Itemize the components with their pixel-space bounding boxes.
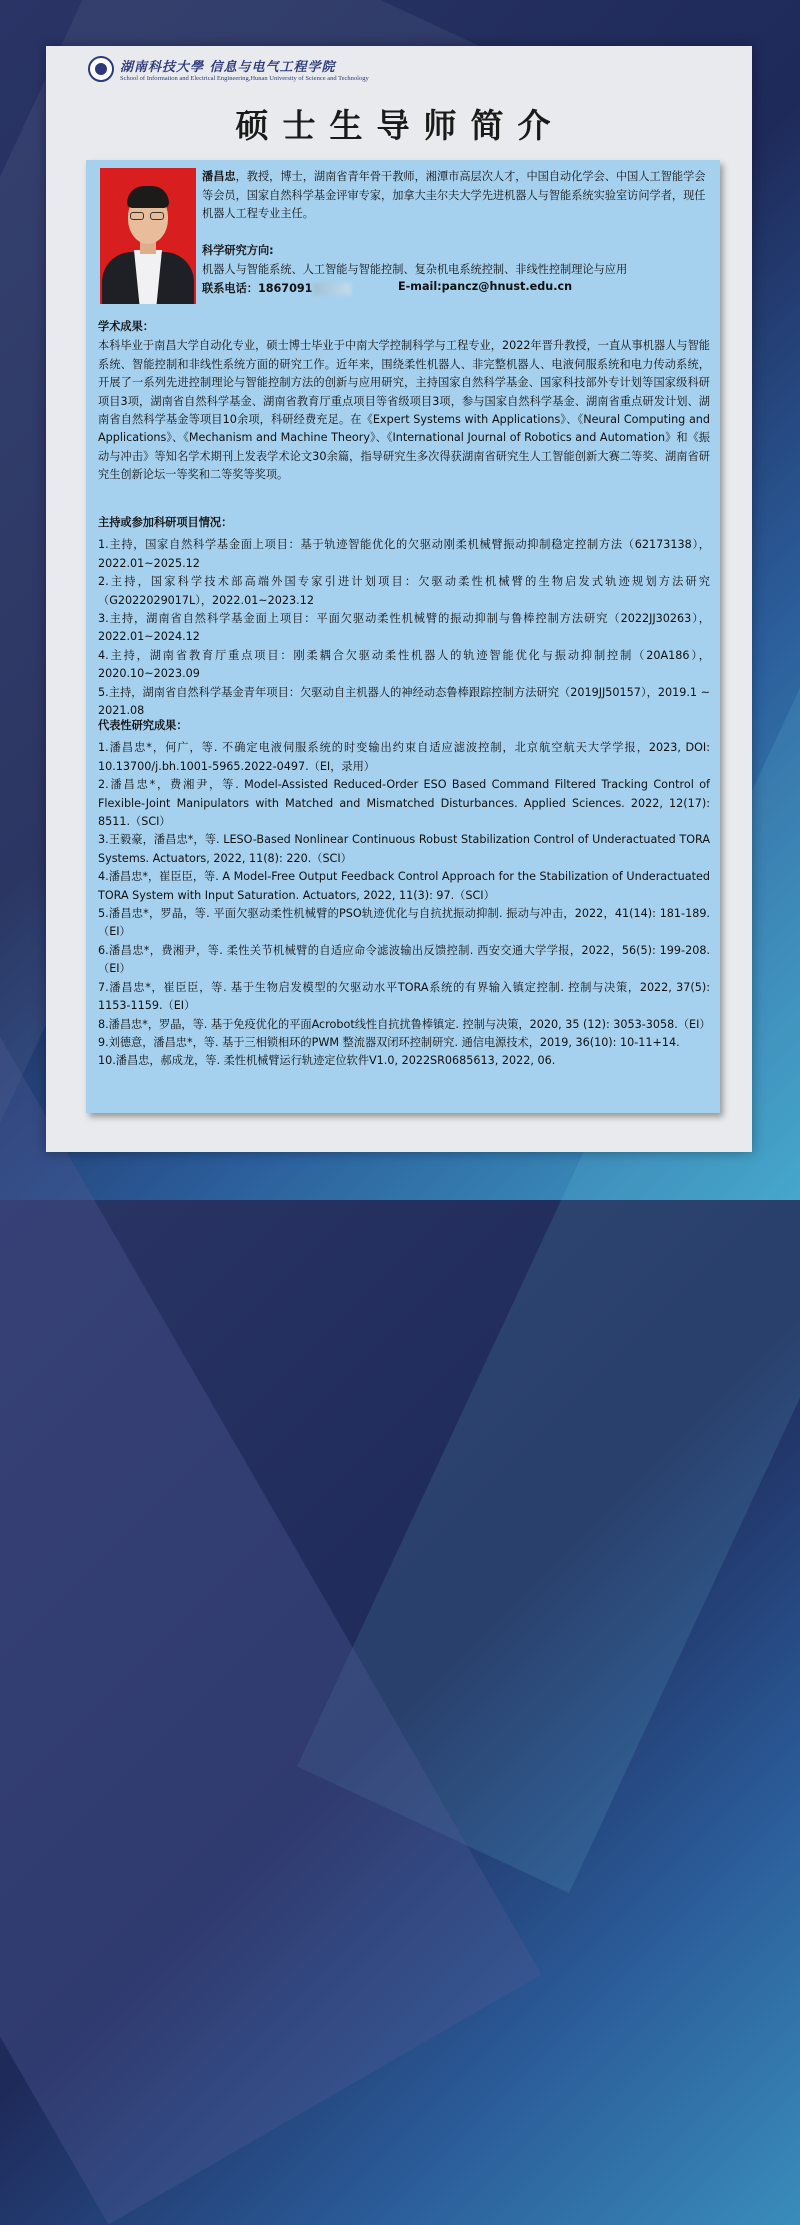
contact-line — [202, 280, 712, 296]
project-item: 5.主持，湖南省自然科学基金青年项目：欠驱动自主机器人的神经动态鲁棒跟踪控制方法研究（2019JJ50157），2019.1 ~ 2021.08 — [98, 685, 710, 718]
project-item: 4.主持，湖南省教育厅重点项目：刚柔耦合欠驱动柔性机器人的轨迹智能优化与振动抑制控制（20A186），2020.10~2023.09 — [98, 648, 710, 681]
project-item: 3.主持，湖南省自然科学基金面上项目：平面欠驱动柔性机械臂的振动抑制与鲁棒控制方法研究（2022JJ30263），2022.01~2024.12 — [98, 612, 710, 644]
publication-item: 7.潘昌忠*，崔臣臣，等. 基于生物启发模型的欠驱动水平TORA系统的有界输入镇定控制. 控制与决策，2022, 37(5): 1153-1159.（EI） — [98, 980, 710, 1013]
phone-label: 联系电话： — [202, 282, 258, 295]
university-logo-icon — [88, 56, 114, 82]
redacted-phone-blur — [313, 283, 351, 295]
email-address: E-mail:pancz@hnust.edu.cn — [398, 280, 573, 293]
project-item: 2.主持，国家科学技术部高端外国专家引进计划项目：欠驱动柔性机械臂的生物启发式轨迹规划方法研究（G2022029017L），2022.01~2023.12 — [98, 575, 710, 607]
profile-intro — [202, 168, 710, 224]
projects-section — [98, 514, 710, 720]
publication-item: 10.潘昌忠，郝成龙，等. 柔性机械臂运行轨迹定位软件V1.0, 2022SR0685613, 2022, 06. — [98, 1054, 556, 1068]
publication-item: 1.潘昌忠*，何广，等. 不确定电液伺服系统的时变输出约束自适应滤波控制，北京航空航天大学学报，2023, DOI: 10.13700/j.bh.1001-5965.2022-0497.（EI，录用） — [98, 741, 710, 773]
research-label: 科学研究方向: — [202, 244, 274, 257]
project-item: 1.主持，国家自然科学基金面上项目：基于轨迹智能优化的欠驱动刚柔机械臂振动抑制稳定控制方法（62173138），2022.01~2025.12 — [98, 538, 710, 570]
profile-name: 潘昌忠 — [202, 170, 236, 183]
publication-item: 9.刘德意，潘昌忠*，等. 基于三相锁相环的PWM 整流器双闭环控制研究. 通信电源技术，2019, 36(10): 10-11+14. — [98, 1035, 680, 1049]
publication-item: 5.潘昌忠*，罗晶，等. 平面欠驱动柔性机械臂的PSO轨迹优化与自抗扰振动抑制. 振动与冲击，2022，41(14): 181-189.（EI） — [98, 907, 710, 939]
achievements-title: 学术成果： — [98, 320, 154, 333]
phone-number: 1867091 — [257, 282, 313, 295]
publication-item: 6.潘昌忠*，费湘尹，等. 柔性关节机械臂的自适应命令滤波输出反馈控制. 西安交通大学学报，2022，56(5): 199-208.（EI） — [98, 943, 710, 976]
projects-title: 主持或参加科研项目情况： — [98, 516, 233, 529]
profile-intro-text: ，教授，博士，湖南省青年骨干教师，湘潭市高层次人才，中国自动化学会、中国人工智能学会等会员，国家自然科学基金评审专家，加拿大圭尔夫大学先进机器人与智能系统实验室访问学者，现任机器人工程专业主任。 — [202, 170, 706, 220]
portrait-photo — [100, 168, 196, 304]
achievements-section — [98, 318, 710, 485]
achievements-body: 本科毕业于南昌大学自动化专业，硕士博士毕业于中南大学控制科学与工程专业，2022年晋升教授，一直从事机器人与智能系统、智能控制和非线性系统方面的研究工作。近年来，围绕柔性机器人、非完整机器人、电液伺服系统和电力传动系统，开展了一系列先进控制理论与智能控制方法的创新与应用研究，主持国家自然科学基金、国家科技部外专计划等国家级科研项目3项，湖南省自然科学基金、湖南省教育厅重点项目等省级项目3项，参与国家自然科学基金、湖南省重点研发计划、湖南省自然科学基金等项目10余项，科研经费充足。在《Expert Systems with Applications》、《Neural Computing and Applications》、《Mechanism and Machine Theory》、《International Journal of Robotics and Automation》和《振动与冲击》等知名学术期刊上发表学术论文30余篇，指导研究生多次得获湖南省研究生人工智能创新大赛二等奖、湖南省研究生创新论坛一等奖和二等奖等奖项。 — [98, 339, 710, 482]
page-title: 硕士生导师简介 — [235, 106, 565, 145]
publications-section — [98, 717, 710, 1071]
research-directions: 机器人与智能系统、人工智能与智能控制、复杂机电系统控制、非线性控制理论与应用 — [202, 263, 628, 276]
school-name-en: School of Information and Electrical Engineering,Hunan University of Science and Technology — [120, 75, 369, 82]
publication-item: 3.王毅豪，潘昌忠*，等. LESO-Based Nonlinear Continuous Robust Stabilization Control of Underactuated TORA Systems. Actuators, 2022, 11(8): 220.（SCI） — [98, 833, 710, 865]
publication-item: 8.潘昌忠*，罗晶，等. 基于免疫优化的平面Acrobot线性自抗扰鲁棒镇定. 控制与决策，2020, 35 (12): 3053-3058.（EI） — [98, 1017, 711, 1031]
publication-item: 2.潘昌忠*，费湘尹，等. Model-Assisted Reduced-Order ESO Based Command Filtered Tracking Control of Flexible-Joint Manipulators with Matched and Mismatched Disturbances. Applied Sciences. 2022, 12(17): 8511.（SCI） — [98, 778, 710, 829]
school-name-cn: 湖南科技大學 信息与电气工程学院 — [120, 60, 336, 75]
publication-item: 4.潘昌忠*，崔臣臣，等. A Model-Free Output Feedback Control Approach for the Stabilization of Underactuated TORA System with Input Saturation. Actuators, 2022, 11(3): 97.（SCI） — [98, 870, 710, 902]
school-header — [88, 54, 428, 84]
publications-title: 代表性研究成果： — [98, 719, 188, 732]
